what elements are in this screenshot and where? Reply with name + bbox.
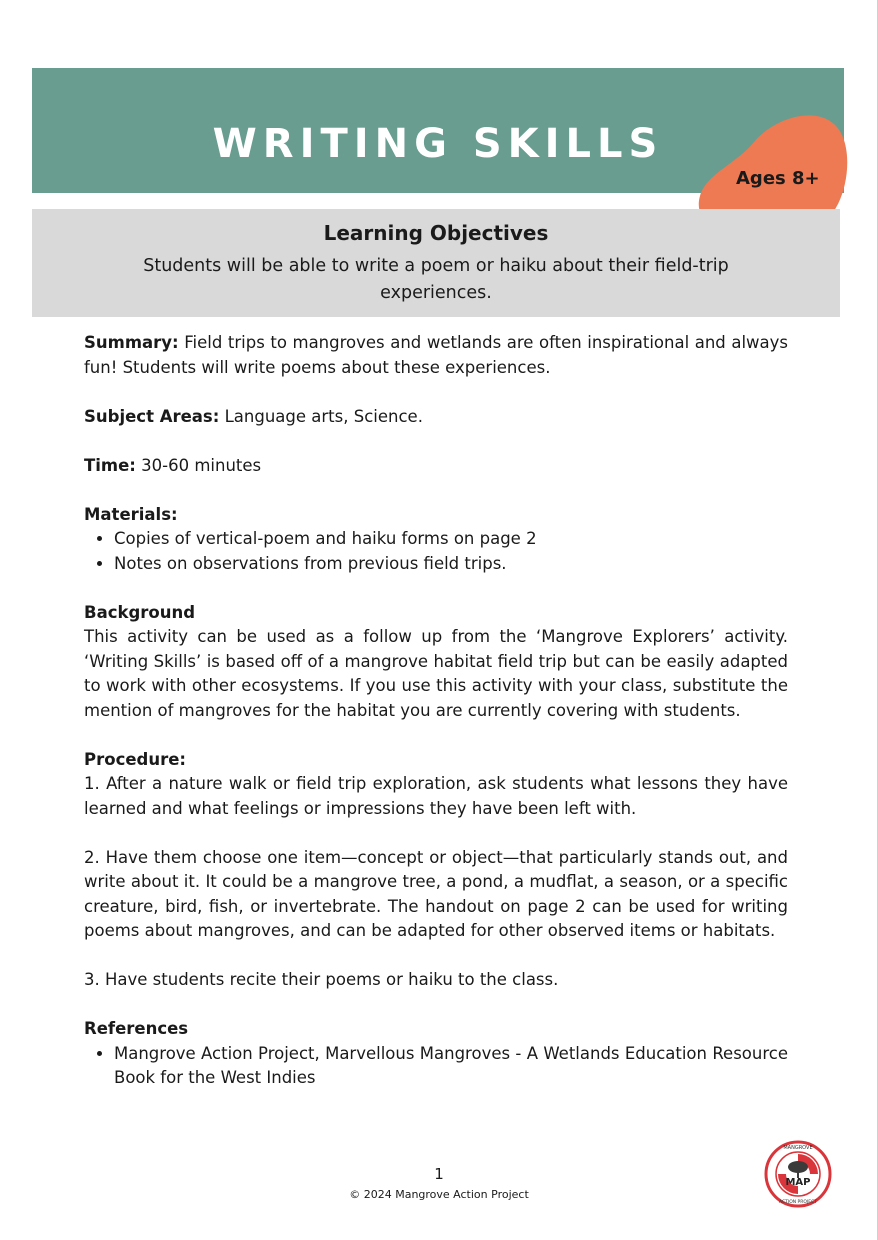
age-badge: Ages 8+ — [736, 168, 820, 189]
subject-areas-label: Subject Areas: — [84, 406, 220, 426]
objectives-text: Students will be able to write a poem or haiku about their field-trip experiences. — [143, 256, 729, 303]
objectives-title: Learning Objectives — [323, 221, 549, 245]
logo-center-text: MAP — [785, 1177, 811, 1188]
background-label: Background — [84, 602, 196, 622]
background-heading — [84, 601, 788, 626]
procedure-heading — [84, 748, 788, 773]
map-logo — [764, 1140, 832, 1208]
materials-label: Materials: — [84, 504, 178, 524]
logo-top-text: MANGROVE — [783, 1145, 813, 1151]
copyright: © 2024 Mangrove Action Project — [349, 1188, 529, 1201]
summary — [84, 331, 788, 380]
references-heading — [84, 1017, 788, 1042]
procedure-step-2: 2. Have them choose one item—concept or object—that particularly stands out, and write about it. It could be a mangrove tree, a pond, a mudflat, a season, or a specific creature, bird, fish, or invertebrate. The handout on page 2 can be used for writing poems about mangroves, and can be adapted for other observed items or habitats. — [84, 847, 788, 940]
procedure-step-1: 1. After a nature walk or field trip exploration, ask students what lessons they have learned and what feelings or impressions they have been left with. — [84, 774, 788, 818]
list-item: • Mangrove Action Project, Marvellous Mangroves - A Wetlands Education Resource Book for the West Indies — [114, 1042, 788, 1091]
time-text: 30-60 minutes — [135, 455, 262, 475]
materials-list — [84, 527, 788, 576]
procedure-step-3: 3. Have students recite their poems or haiku to the class. — [84, 970, 559, 989]
references-label: References — [84, 1019, 189, 1038]
time-label: Time: — [84, 455, 136, 475]
subject-areas — [84, 405, 788, 430]
logo-bottom-text: ACTION PROJECT — [779, 1200, 817, 1205]
time — [84, 454, 788, 479]
page-number: 1 — [434, 1165, 444, 1183]
summary-text: Field trips to mangroves and wetlands are often inspirational and always fun! Students will write poems about these experiences. — [84, 333, 788, 377]
materials-heading — [84, 503, 788, 528]
summary-label: Summary: — [84, 333, 179, 352]
procedure-label: Procedure: — [84, 749, 187, 769]
page-title: WRITING SKILLS — [212, 121, 664, 167]
list-item: • Notes on observations from previous field trips. — [114, 552, 788, 577]
background-text: This activity can be used as a follow up from the ‘Mangrove Explorers’ activity. ‘Writing Skills’ is based off of a mangrove habitat field trip but can be easily adapted to work with other ecosystems. If you use this activity with your class, substitute the mention of mangroves for the habitat you are currently covering with students. — [84, 627, 788, 720]
references-list — [84, 1042, 788, 1091]
lesson-content — [84, 331, 788, 1091]
learning-objectives-box — [32, 209, 840, 317]
list-item: • Copies of vertical-poem and haiku forms on page 2 — [114, 527, 788, 552]
subject-areas-text: Language arts, Science. — [219, 406, 423, 426]
